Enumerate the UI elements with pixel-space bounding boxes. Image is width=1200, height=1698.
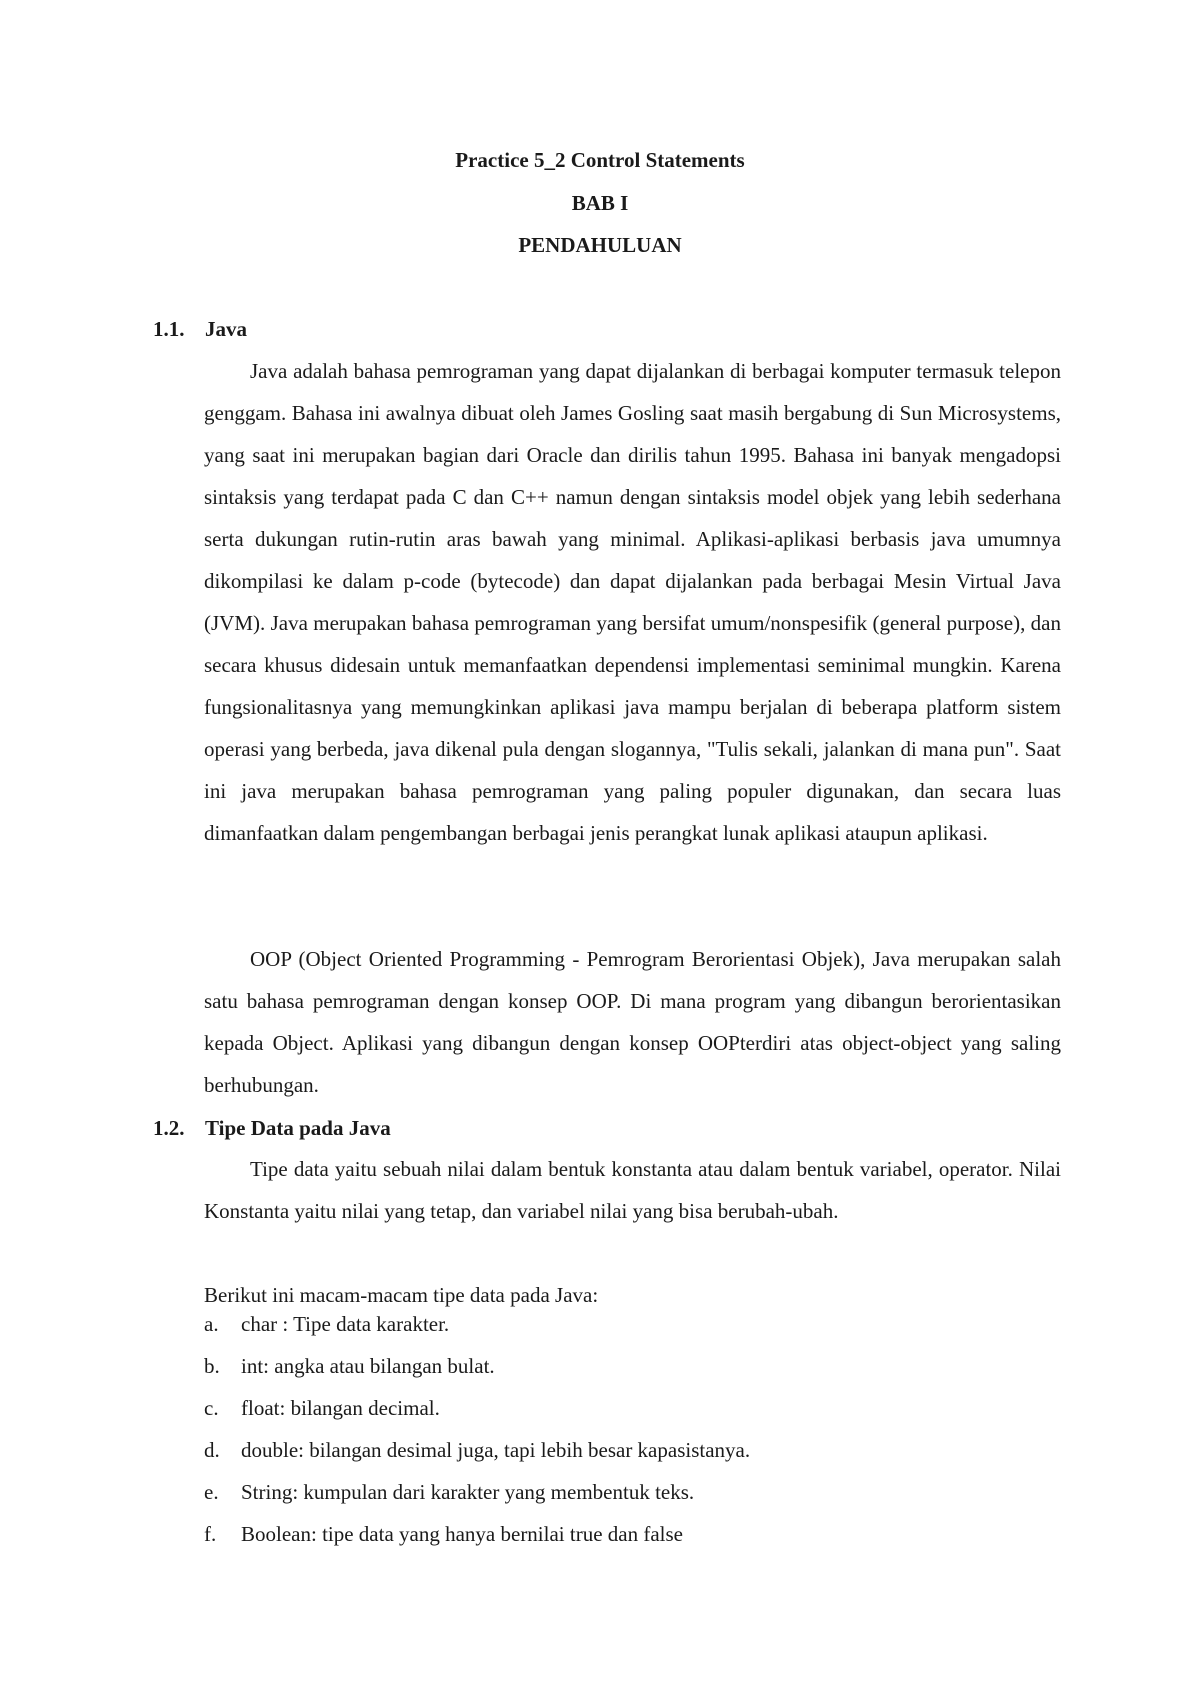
paragraph-java-intro: Java adalah bahasa pemrograman yang dapat dijalankan di berbagai komputer termasuk telepon genggam. Bahasa ini awalnya dibuat oleh James Gosling saat masih bergabung di Sun Microsystems, yang saat ini merupakan bagian dari Oracle dan dirilis tahun 1995. Bahasa ini banyak mengadopsi sintaksis yang terdapat pada C dan C++ namun dengan sintaksis model objek yang lebih sederhana serta dukungan rutin-rutin aras bawah yang minimal. Aplikasi-aplikasi berbasis java umumnya dikompilasi ke dalam p-code (bytecode) dan dapat dijalankan pada berbagai Mesin Virtual Java (JVM). Java merupakan bahasa pemrograman yang bersifat umum/nonspesifik (general purpose), dan secara khusus didesain untuk memanfaatkan dependensi implementasi seminimal mungkin. Karena fungsionalitasnya yang memungkinkan aplikasi java mampu berjalan di beberapa platform sistem operasi yang berbeda, java dikenal pula dengan slogannya, "Tulis sekali, jalankan di mana pun". Saat ini java merupakan bahasa pemrograman yang paling populer digunakan, dan secara luas dimanfaatkan dalam pengembangan berbagai jenis perangkat lunak aplikasi ataupun aplikasi. [204,359,1061,845]
list-item [204,1310,750,1352]
paragraph-tipe-data: Tipe data yaitu sebuah nilai dalam bentuk konstanta atau dalam bentuk variabel, operator. Nilai Konstanta yaitu nilai yang tetap, dan variabel nilai yang bisa berubah-ubah. [204,1157,1061,1223]
section-title: Java [205,317,247,341]
chapter-label: BAB I [571,191,629,215]
list-marker: e. [204,1480,219,1504]
section-heading-tipe-data [153,1114,391,1142]
list-item [204,1478,750,1520]
list-item [204,1352,750,1394]
document-title: Practice 5_2 Control Statements [455,148,745,172]
list-marker: c. [204,1396,219,1420]
list-item [204,1520,750,1562]
data-type-list [204,1310,750,1562]
section-title: Tipe Data pada Java [205,1116,391,1140]
list-item-text: int: angka atau bilangan bulat. [241,1354,495,1378]
list-item-text: char : Tipe data karakter. [241,1312,450,1336]
list-marker: a. [204,1312,219,1336]
paragraph-oop: OOP (Object Oriented Programming - Pemrogram Berorientasi Objek), Java merupakan salah satu bahasa pemrograman dengan konsep OOP. Di mana program yang dibangun berorientasikan kepada Object. Aplikasi yang dibangun dengan konsep OOPterdiri atas object-object yang saling berhubungan. [204,947,1061,1097]
list-item-text: String: kumpulan dari karakter yang membentuk teks. [241,1480,695,1504]
chapter-title: PENDAHULUAN [518,233,682,257]
section-number: 1.2. [153,1116,185,1140]
list-item [204,1394,750,1436]
list-item-text: float: bilangan decimal. [241,1396,440,1420]
section-number: 1.1. [153,317,185,341]
list-marker: f. [204,1522,217,1546]
list-marker: d. [204,1438,220,1462]
list-item-text: Boolean: tipe data yang hanya bernilai true dan false [241,1522,683,1546]
list-item-text: double: bilangan desimal juga, tapi lebih besar kapasistanya. [241,1438,751,1462]
list-item [204,1436,750,1478]
section-heading-java [153,315,247,343]
list-intro: Berikut ini macam-macam tipe data pada Java: [204,1283,599,1307]
list-marker: b. [204,1354,220,1378]
